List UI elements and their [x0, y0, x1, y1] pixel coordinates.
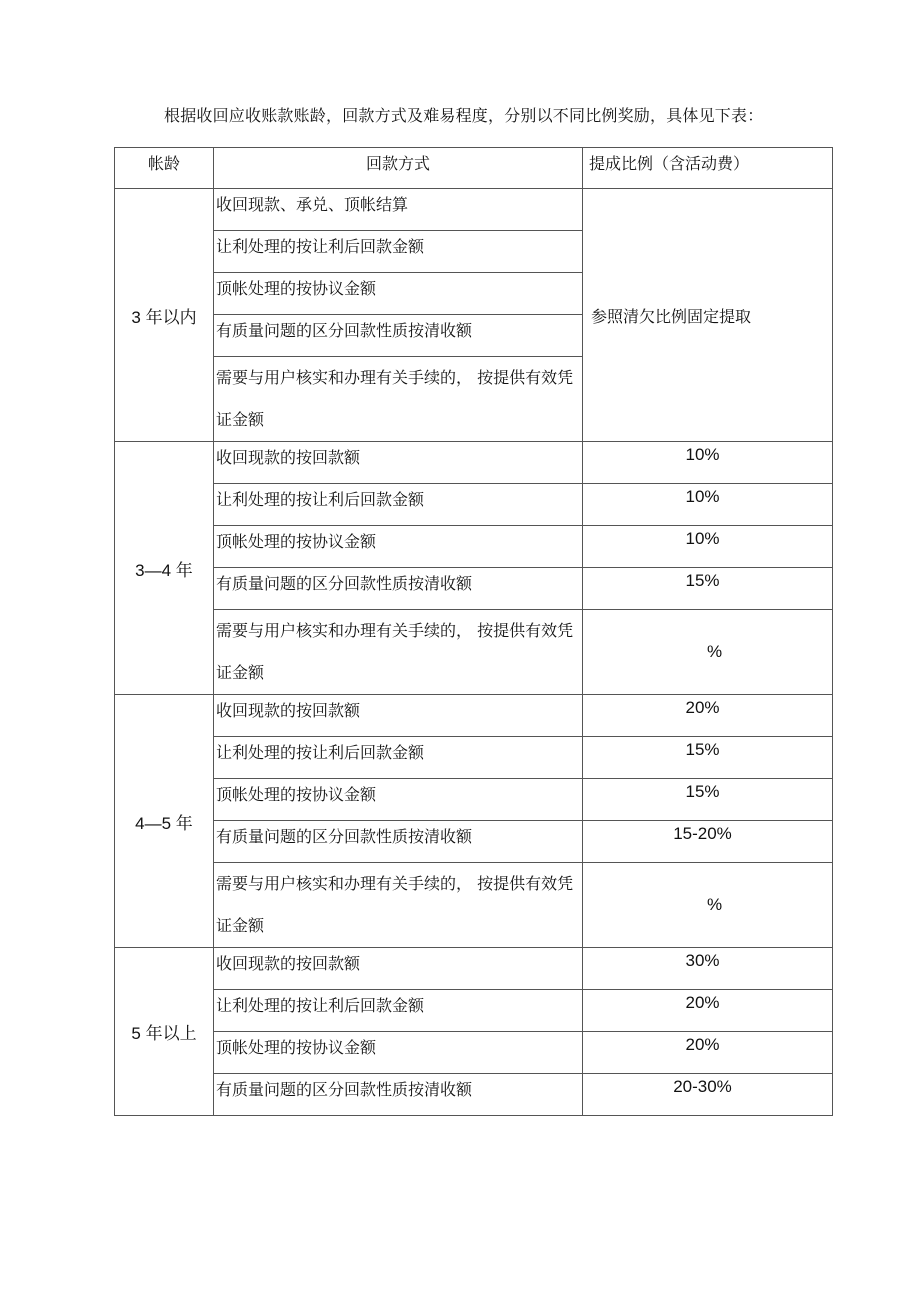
table-row [115, 1074, 833, 1116]
method-cell: 收回现款的按回款额 [214, 695, 583, 737]
method-cell: 有质量问题的区分回款性质按清收额 [214, 568, 583, 610]
method-cell: 让利处理的按让利后回款金额 [214, 737, 583, 779]
method-cell: 收回现款的按回款额 [214, 948, 583, 990]
table-row [115, 189, 833, 231]
rate-cell: 20-30% [583, 1074, 833, 1116]
table-row [115, 948, 833, 990]
age-cell: 3 年以内 [115, 189, 214, 442]
rate-cell: 15% [583, 568, 833, 610]
method-cell: 顶帐处理的按协议金额 [214, 1032, 583, 1074]
commission-table [114, 147, 833, 1116]
table-row [115, 990, 833, 1032]
method-cell: 顶帐处理的按协议金额 [214, 526, 583, 568]
rate-cell: % [583, 863, 833, 948]
header-method: 回款方式 [214, 148, 583, 189]
table-header-row [115, 148, 833, 189]
age-cell: 4—5 年 [115, 695, 214, 948]
header-rate: 提成比例（含活动费） [583, 148, 833, 189]
age-cell: 3—4 年 [115, 442, 214, 695]
table-row [115, 442, 833, 484]
rate-cell: 15% [583, 737, 833, 779]
method-cell: 收回现款、承兑、顶帐结算 [214, 189, 583, 231]
age-cell: 5 年以上 [115, 948, 214, 1116]
rate-cell: 20% [583, 990, 833, 1032]
rate-cell: 10% [583, 484, 833, 526]
table-row [115, 821, 833, 863]
method-cell: 需要与用户核实和办理有关手续的， 按提供有效凭证金额 [214, 863, 583, 948]
table-row [115, 695, 833, 737]
table-row [115, 484, 833, 526]
method-cell: 需要与用户核实和办理有关手续的， 按提供有效凭证金额 [214, 357, 583, 442]
method-cell: 顶帐处理的按协议金额 [214, 273, 583, 315]
method-cell: 有质量问题的区分回款性质按清收额 [214, 315, 583, 357]
table-row [115, 526, 833, 568]
rate-cell: 10% [583, 526, 833, 568]
rate-cell: 15% [583, 779, 833, 821]
rate-cell: 30% [583, 948, 833, 990]
rate-cell: 10% [583, 442, 833, 484]
method-cell: 顶帐处理的按协议金额 [214, 779, 583, 821]
rate-cell: 15-20% [583, 821, 833, 863]
table-row [115, 779, 833, 821]
method-cell: 需要与用户核实和办理有关手续的， 按提供有效凭证金额 [214, 610, 583, 695]
method-cell: 让利处理的按让利后回款金额 [214, 990, 583, 1032]
method-cell: 让利处理的按让利后回款金额 [214, 484, 583, 526]
table-row [115, 1032, 833, 1074]
method-cell: 有质量问题的区分回款性质按清收额 [214, 1074, 583, 1116]
table-row [115, 737, 833, 779]
table-row [115, 863, 833, 948]
rate-cell: % [583, 610, 833, 695]
header-age: 帐龄 [115, 148, 214, 189]
table-row [115, 610, 833, 695]
table-row [115, 568, 833, 610]
rate-cell-shared: 参照清欠比例固定提取 [583, 189, 833, 442]
method-cell: 有质量问题的区分回款性质按清收额 [214, 821, 583, 863]
method-cell: 让利处理的按让利后回款金额 [214, 231, 583, 273]
rate-cell: 20% [583, 1032, 833, 1074]
intro-paragraph: 根据收回应收账款账龄，回款方式及难易程度，分别以不同比例奖励，具体见下表： [164, 106, 764, 125]
method-cell: 收回现款的按回款额 [214, 442, 583, 484]
rate-cell: 20% [583, 695, 833, 737]
